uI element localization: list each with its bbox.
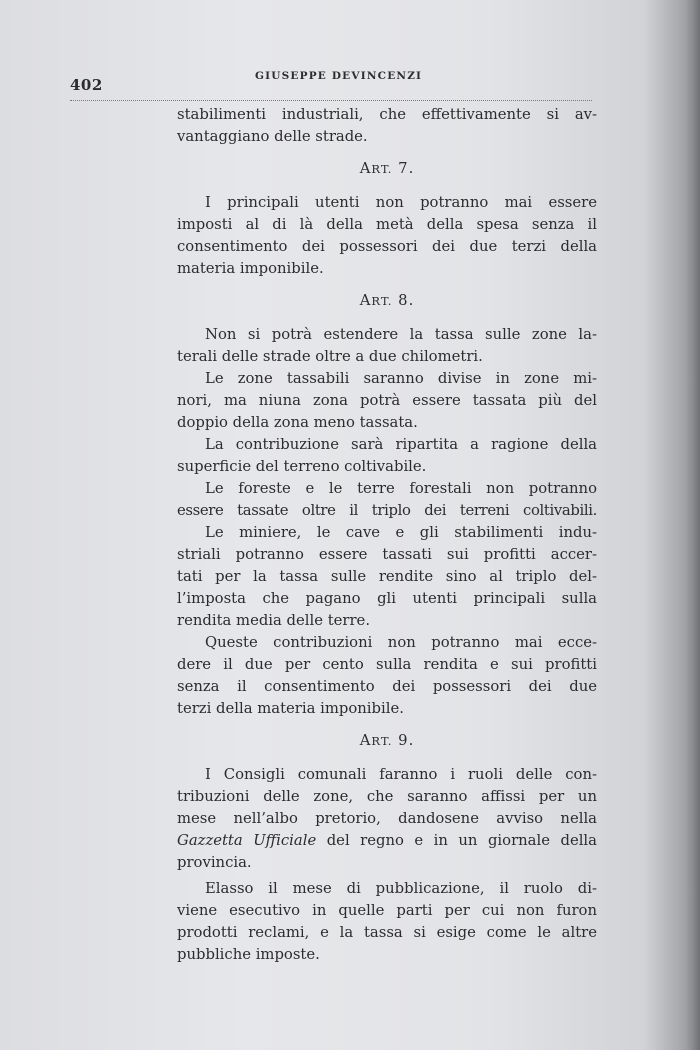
text-line: Non si potrà estendere la tassa sulle zone la- <box>205 326 597 343</box>
text-line: senza il consentimento dei possessori dei due <box>177 678 597 695</box>
text-line: Elasso il mese di pubblicazione, il ruolo di- <box>205 880 597 897</box>
page-edge-shadow <box>686 0 700 1050</box>
text-line: I principali utenti non potranno mai essere <box>205 194 597 211</box>
text-line: Queste contribuzioni non potranno mai ecce- <box>205 634 597 651</box>
text-line: Le miniere, le cave e gli stabilimenti indu- <box>205 524 597 541</box>
text-line: dere il due per cento sulla rendita e sui profitti <box>177 656 597 673</box>
text-line-gazzetta: Gazzetta Ufficiale del regno e in un giornale della <box>177 832 597 849</box>
text-line: imposti al di là della metà della spesa senza il <box>177 216 597 233</box>
text-line: rendita media delle terre. <box>177 612 371 629</box>
gazzetta-title: Gazzetta Ufficiale <box>177 832 317 849</box>
text-line: essere tassate oltre il triplo dei terreni coltivabili. <box>177 502 597 519</box>
body-text <box>177 104 597 966</box>
article-heading-9: ART. 9. <box>359 732 415 749</box>
article-heading-8: ART. 8. <box>359 292 415 309</box>
running-title: GIUSEPPE DEVINCENZI <box>255 70 423 82</box>
text-line: Le foreste e le terre forestali non potranno <box>205 480 597 497</box>
text-line: viene esecutivo in quelle parti per cui non furon <box>177 902 597 919</box>
text-line: striali potranno essere tassati sui profitti accer- <box>177 546 597 563</box>
text-line: stabilimenti industriali, che effettivamente si av- <box>177 106 597 123</box>
running-head <box>70 70 592 101</box>
text-line: consentimento dei possessori dei due terzi della <box>177 238 597 255</box>
text-line: mese nell’albo pretorio, dandosene avviso nella <box>177 810 597 827</box>
text-line: Le zone tassabili saranno divise in zone mi- <box>205 370 597 387</box>
text-line: terali delle strade oltre a due chilometri. <box>177 348 483 365</box>
text-line: vantaggiano delle strade. <box>177 128 368 145</box>
text-line: I Consigli comunali faranno i ruoli delle con- <box>205 766 597 783</box>
text-line: tribuzioni delle zone, che saranno affissi per un <box>177 788 597 805</box>
text-line: tati per la tassa sulle rendite sino al triplo del- <box>177 568 597 585</box>
text-line: nori, ma niuna zona potrà essere tassata più del <box>177 392 597 409</box>
article-heading-7: ART. 7. <box>359 160 415 177</box>
text-line: prodotti reclami, e la tassa si esige come le altre <box>177 924 597 941</box>
text-line: materia imponibile. <box>177 260 324 277</box>
text-line: superficie del terreno coltivabile. <box>177 458 427 475</box>
text-line: pubbliche imposte. <box>177 946 320 963</box>
text-line: l’imposta che pagano gli utenti principali sulla <box>177 590 597 607</box>
text-line: doppio della zona meno tassata. <box>177 414 418 431</box>
text-line: provincia. <box>177 854 252 871</box>
text-line: La contribuzione sarà ripartita a ragione della <box>205 436 597 453</box>
page-number: 402 <box>70 76 103 94</box>
text-line: terzi della materia imponibile. <box>177 700 404 717</box>
